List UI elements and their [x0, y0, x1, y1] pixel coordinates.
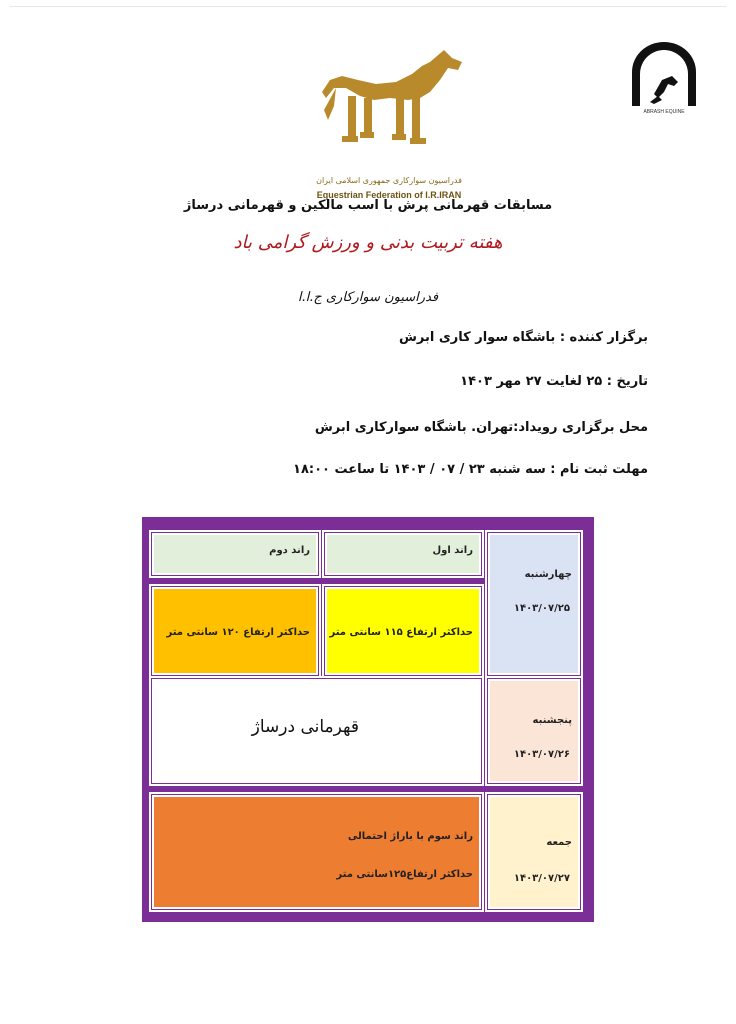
round1-height-cell [325, 587, 481, 675]
round2-label-cell [152, 533, 318, 575]
page-edge [10, 6, 726, 7]
round2-height-cell [152, 587, 318, 675]
organizer-line: برگزار کننده : باشگاه سوار کاری ابرش [398, 330, 648, 345]
date-line: تاریخ : ۲۵ لغایت ۲۷ مهر ۱۴۰۳ [460, 374, 648, 389]
round2-height: حداکثر ارتفاع ۱۲۰ سانتی متر [166, 627, 310, 638]
day-cell-wednesday [488, 533, 580, 675]
round3-event-cell [152, 795, 481, 909]
federation-caption-fa: فدراسیون سوارکاری جمهوری اسلامی ایران [316, 176, 462, 185]
dressage-event-title: قهرمانی درساژ [251, 717, 359, 737]
club-logo [628, 42, 700, 120]
day-date: ۱۴۰۳/۰۷/۲۶ [513, 749, 570, 760]
federation-logo [312, 40, 466, 200]
dressage-event-cell [152, 679, 481, 783]
day-name: چهارشنبه [524, 569, 572, 580]
day-cell-friday [488, 795, 580, 909]
schedule-table [142, 517, 594, 922]
federation-caption-en: Equestrian Federation of I.R.IRAN [316, 190, 462, 200]
deadline-line: مهلت ثبت نام : سه شنبه ۲۳ / ۰۷ / ۱۴۰۳ تا ساعت ۱۸:۰۰ [293, 462, 648, 477]
day-name: جمعه [546, 837, 572, 848]
round1-label: راند اول [432, 545, 473, 556]
day-date: ۱۴۰۳/۰۷/۲۵ [513, 603, 570, 614]
club-caption: ABRASH EQUINE [643, 109, 685, 115]
day-cell-thursday [488, 679, 580, 783]
venue-line: محل برگزاری رویداد:تهران. باشگاه سوارکاری ابرش [314, 420, 648, 435]
day-name: پنجشنبه [532, 715, 572, 726]
round1-label-cell [325, 533, 481, 575]
horse-arch-icon [628, 42, 700, 108]
round3-label: راند سوم با باراژ احتمالی [347, 831, 473, 842]
federation-signature: فدراسیون سوارکاری ج.ا.ا [297, 290, 439, 305]
competition-title: مسابقات قهرمانی پرش با اسب مالکین و قهرمانی درساژ [183, 198, 553, 213]
day-date: ۱۴۰۳/۰۷/۲۷ [513, 873, 570, 884]
motto: هفته تربیت بدنی و ورزش گرامی باد [233, 232, 503, 253]
horse-emblem-icon [312, 40, 466, 174]
round1-height: حداکثر ارتفاع ۱۱۵ سانتی متر [329, 627, 473, 638]
round3-height: حداکثر ارتفاع۱۲۵سانتی متر [336, 869, 473, 880]
round2-label: راند دوم [269, 545, 310, 556]
